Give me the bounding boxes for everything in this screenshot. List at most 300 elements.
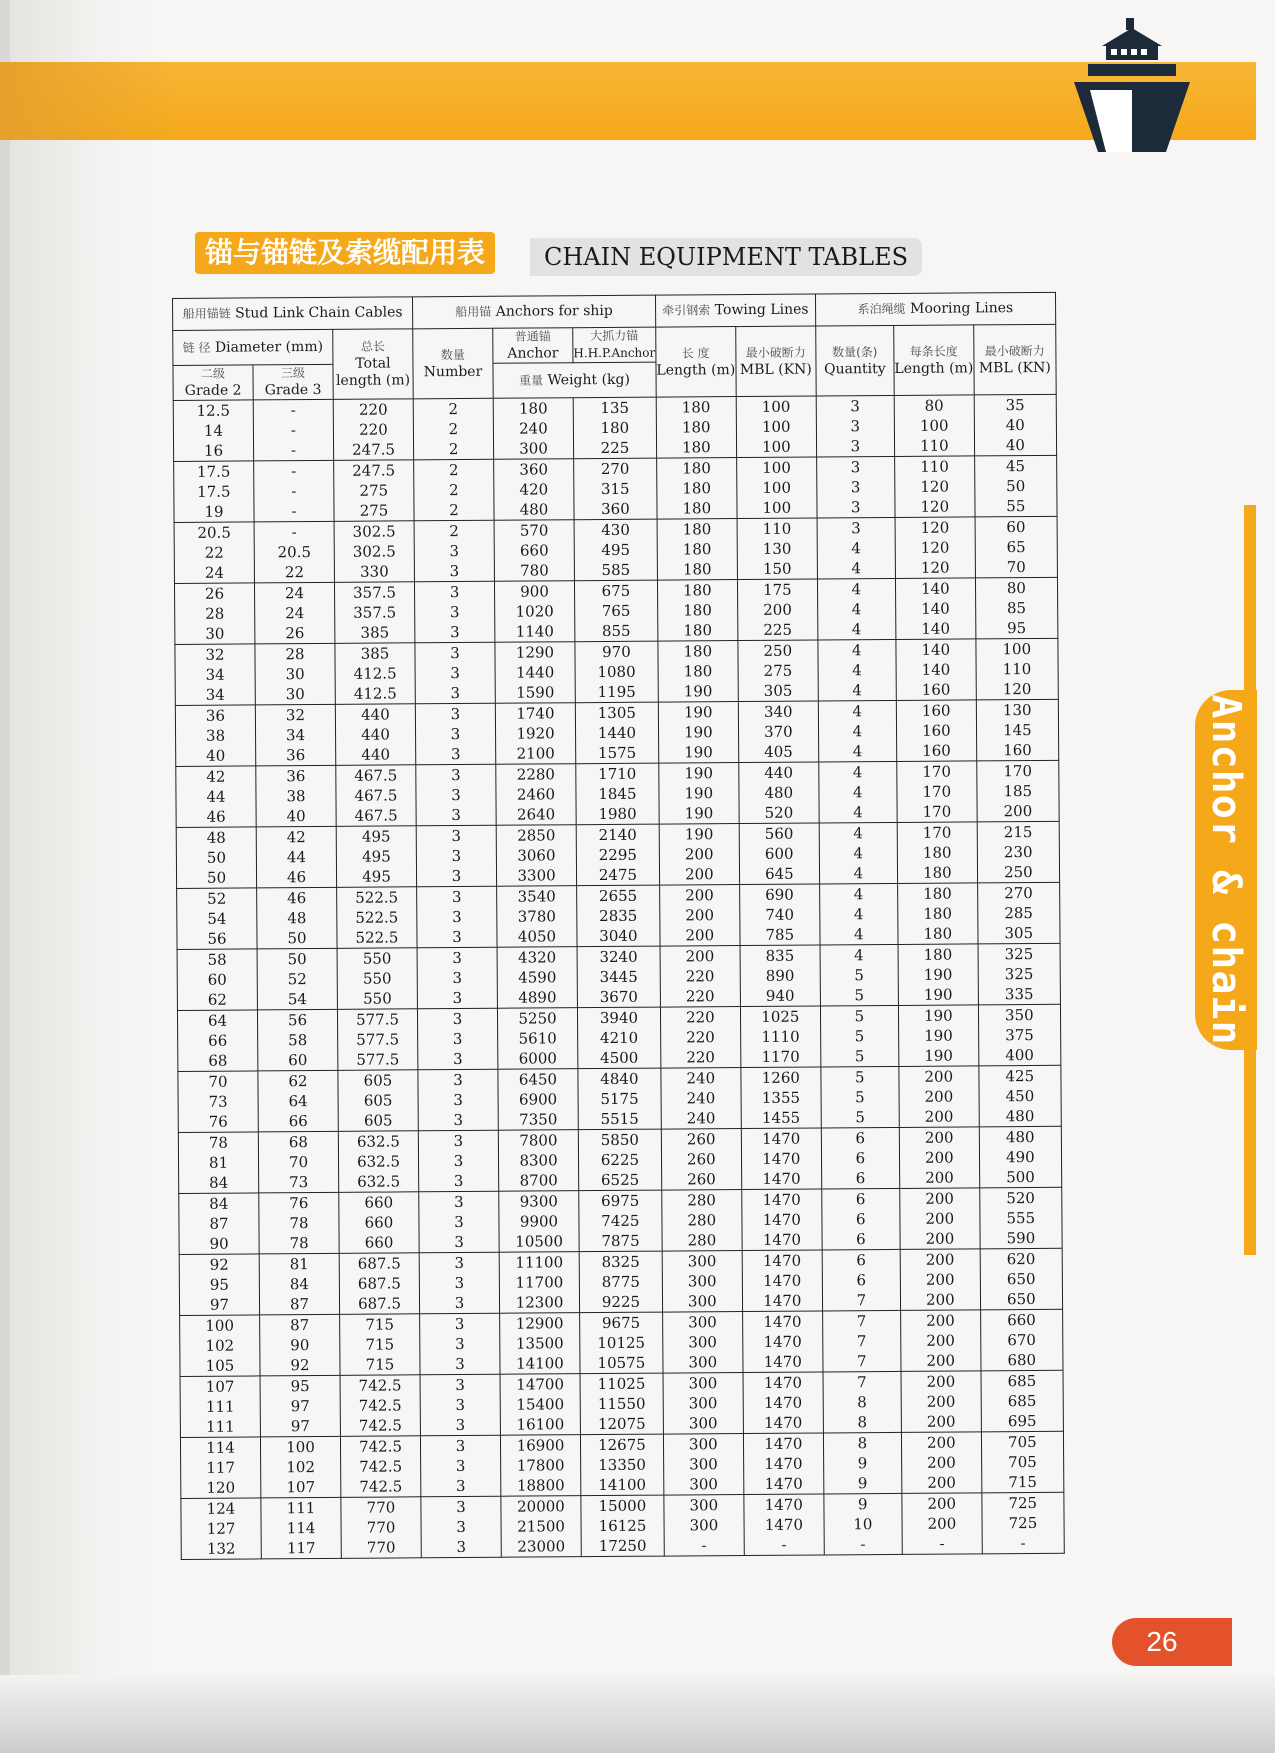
table-cell: [662, 1190, 742, 1252]
cell-value: 200: [925, 1209, 955, 1228]
cell-value: 5: [855, 1108, 865, 1127]
cell-value: 12300: [515, 1293, 564, 1312]
cell-value: 412.5: [353, 664, 397, 683]
table-cell: [663, 1373, 743, 1435]
cell-value: 68: [208, 1051, 228, 1070]
cell-value: 135: [600, 398, 630, 418]
table-cell: [176, 827, 256, 889]
cell-value: 58: [207, 950, 227, 969]
cell-value: 180: [923, 904, 953, 923]
cell-value: 4050: [517, 927, 557, 946]
cell-value: 6975: [601, 1191, 640, 1211]
table-cell: [895, 578, 975, 640]
cell-value: 80: [1006, 579, 1026, 598]
cell-value: 22: [204, 543, 224, 562]
cell-value: 480: [519, 500, 549, 519]
cell-value: 6: [855, 1210, 866, 1229]
cell-value: -: [939, 1534, 945, 1553]
table-cell: [976, 638, 1058, 700]
cell-value: 3040: [599, 926, 638, 946]
table-cell: [336, 765, 416, 827]
table-row-group: [173, 394, 1056, 461]
table-row-group: [180, 1370, 1063, 1437]
cell-value: 6000: [518, 1049, 557, 1068]
table-row-group: [176, 821, 1059, 888]
cell-value: 36: [286, 767, 306, 786]
cell-value: 270: [1004, 884, 1033, 903]
cell-value: 11025: [597, 1374, 646, 1394]
cell-value: 550: [363, 989, 392, 1008]
cell-value: 35: [1005, 396, 1025, 415]
cell-value: 1170: [761, 1047, 800, 1066]
cell-value: 60: [288, 1051, 308, 1070]
cell-value: 180: [681, 438, 711, 457]
cell-value: 555: [1006, 1208, 1036, 1228]
cell-value: 375: [1005, 1026, 1034, 1045]
cell-value: 3: [451, 826, 462, 846]
cell-value: 3: [453, 1171, 464, 1191]
table-cell: [419, 1252, 499, 1314]
cell-value: 5: [854, 1027, 865, 1046]
group-anchors: 船用锚 Anchors for ship: [412, 295, 655, 329]
header-moor-length: 每条长度 Length (m): [894, 325, 974, 396]
cell-value: 715: [1008, 1472, 1037, 1492]
cell-value: 4: [852, 742, 863, 761]
cell-value: 76: [208, 1112, 228, 1131]
page-number-tab: [1112, 1618, 1232, 1666]
table-cell: [659, 763, 739, 825]
cell-value: 1575: [597, 743, 637, 763]
table-cell: [174, 583, 254, 645]
cell-value: 52: [287, 970, 307, 989]
cell-value: 8300: [519, 1151, 558, 1170]
cell-value: 3670: [599, 987, 638, 1007]
cell-value: 81: [289, 1255, 309, 1274]
cell-value: 170: [922, 802, 952, 821]
cell-value: 3: [454, 1334, 465, 1354]
cell-value: 495: [601, 540, 631, 560]
cell-value: 5175: [600, 1089, 639, 1109]
cell-value: 200: [684, 845, 714, 864]
cell-value: 110: [1002, 660, 1032, 679]
table-cell: [498, 1130, 578, 1192]
cell-value: 200: [685, 886, 714, 905]
cell-value: 3060: [517, 846, 556, 865]
cell-value: 170: [1003, 762, 1033, 781]
cell-value: 190: [683, 723, 713, 742]
cell-value: 522.5: [355, 888, 399, 907]
cell-value: 9300: [519, 1192, 558, 1211]
cell-value: 7: [856, 1291, 867, 1310]
cell-value: 405: [764, 742, 793, 761]
table-cell: [900, 1310, 980, 1372]
cell-value: 940: [765, 986, 795, 1005]
table-cell: [174, 522, 254, 584]
cell-value: 890: [765, 966, 795, 985]
cell-value: 76: [289, 1194, 309, 1213]
cell-value: 20000: [517, 1497, 565, 1516]
cell-value: 3: [454, 1273, 465, 1293]
cell-value: 8: [857, 1434, 868, 1453]
cell-value: 605: [363, 1071, 393, 1090]
table-cell: [420, 1374, 500, 1436]
table-cell: [256, 826, 336, 888]
cell-value: 3: [455, 1395, 466, 1415]
cell-value: 46: [206, 807, 226, 826]
cell-value: 300: [689, 1455, 718, 1474]
table-cell: [420, 1313, 500, 1375]
cell-value: 3: [450, 744, 461, 764]
cell-value: 185: [1003, 782, 1033, 801]
cell-value: 65: [1006, 538, 1026, 557]
cell-value: 32: [205, 645, 225, 664]
cell-value: 260: [686, 1150, 716, 1169]
cell-value: 4: [851, 539, 861, 558]
cell-value: 3: [449, 603, 460, 622]
table-cell: [580, 1434, 663, 1496]
cell-value: 13350: [598, 1455, 646, 1475]
cell-value: 11550: [597, 1394, 646, 1414]
table-cell: [741, 1128, 821, 1190]
cell-value: 16: [203, 441, 224, 460]
cell-value: 190: [684, 804, 714, 823]
cell-value: 12900: [515, 1314, 564, 1333]
cell-value: 120: [920, 477, 950, 496]
cell-value: 46: [286, 868, 307, 887]
cell-value: 7800: [519, 1131, 558, 1150]
cell-value: 73: [208, 1092, 228, 1111]
table-cell: [413, 398, 493, 460]
table-cell: [336, 826, 416, 888]
table-cell: [495, 642, 575, 704]
cell-value: 45: [1005, 457, 1026, 476]
table-cell: [818, 700, 896, 762]
table-cell: [823, 1432, 901, 1494]
table-cell: [340, 1375, 420, 1437]
cell-value: 18800: [516, 1476, 565, 1495]
cell-value: 100: [205, 1316, 235, 1335]
cell-value: 3: [850, 437, 861, 456]
cell-value: 3: [453, 1110, 464, 1130]
cell-value: 715: [365, 1355, 395, 1374]
cell-value: 145: [1002, 721, 1032, 740]
cell-value: 107: [286, 1478, 316, 1497]
cell-value: 522.5: [355, 908, 399, 927]
cell-value: 2280: [516, 765, 555, 784]
cell-value: 220: [358, 400, 388, 419]
cell-value: 124: [206, 1499, 236, 1518]
header-grade3: 三级 Grade 3: [253, 364, 333, 400]
table-cell: [820, 1005, 898, 1067]
table-cell: [177, 1010, 257, 1072]
cell-value: 160: [921, 701, 951, 720]
cell-value: 2460: [516, 785, 556, 804]
cell-value: 632.5: [356, 1132, 400, 1151]
cell-value: 190: [683, 703, 713, 722]
cell-value: 3: [455, 1415, 466, 1435]
cell-value: 132: [206, 1539, 236, 1558]
cell-value: 1845: [598, 784, 637, 804]
cell-value: 200: [927, 1514, 957, 1533]
cell-value: 200: [926, 1351, 956, 1370]
cell-value: 3: [451, 805, 461, 825]
cell-value: 725: [1008, 1493, 1038, 1513]
cell-value: 21500: [517, 1517, 566, 1536]
cell-value: 3445: [599, 967, 638, 987]
cell-value: 440: [361, 745, 391, 764]
table-cell: [974, 455, 1056, 517]
cell-value: 742.5: [358, 1376, 402, 1395]
cell-value: 6: [856, 1271, 867, 1290]
cell-value: 200: [925, 1168, 954, 1187]
table-cell: [180, 1376, 260, 1438]
table-cell: [742, 1311, 822, 1373]
cell-value: 120: [920, 518, 950, 537]
table-cell: [574, 458, 657, 520]
cell-value: 3: [453, 1192, 464, 1212]
table-cell: [896, 700, 976, 762]
table-cell: [258, 1131, 338, 1193]
cell-value: 200: [925, 1250, 955, 1269]
cell-value: 44: [206, 787, 226, 806]
cell-value: 180: [683, 642, 713, 661]
cell-value: 140: [921, 640, 951, 659]
cell-value: 240: [519, 419, 548, 438]
cell-value: 1195: [597, 682, 636, 702]
table-cell: [899, 1066, 979, 1128]
cell-value: 10: [853, 1515, 873, 1534]
cell-value: 1470: [764, 1413, 803, 1432]
cell-value: 480: [1005, 1127, 1035, 1147]
cell-value: 450: [1005, 1087, 1035, 1106]
cell-value: 92: [290, 1356, 310, 1375]
cell-value: 50: [206, 848, 227, 867]
table-cell: [501, 1496, 581, 1558]
cell-value: 97: [290, 1397, 310, 1416]
table-row-group: [175, 638, 1058, 705]
table-cell: [179, 1193, 259, 1255]
cell-value: 8: [857, 1413, 868, 1432]
cell-value: 70: [208, 1072, 228, 1091]
cell-value: 3: [454, 1314, 465, 1334]
cell-value: 385: [360, 623, 390, 642]
cell-value: 742.5: [359, 1457, 403, 1476]
table-cell: [738, 640, 818, 702]
cell-value: 160: [921, 680, 951, 699]
cell-value: 17250: [598, 1536, 647, 1556]
chain-equipment-table: [172, 292, 1065, 1560]
cell-value: 3: [450, 644, 460, 663]
header-moor-mbl: 最小破断力 MBL (KN): [974, 324, 1056, 395]
table-cell: [257, 948, 337, 1010]
cell-value: 19: [204, 502, 224, 521]
cell-value: 300: [687, 1272, 717, 1291]
table-cell: [662, 1251, 742, 1313]
table-cell: [418, 1130, 498, 1192]
cell-value: 114: [286, 1519, 316, 1538]
cell-value: 54: [207, 909, 227, 928]
cell-value: 100: [919, 416, 949, 435]
table-cell: [173, 400, 253, 462]
cell-value: 3: [451, 785, 461, 805]
cell-value: 350: [1004, 1006, 1034, 1025]
cell-value: 13500: [515, 1334, 564, 1353]
page-number: 26: [1146, 1626, 1178, 1657]
cell-value: 180: [682, 479, 712, 498]
cell-value: 114: [206, 1438, 235, 1457]
cell-value: 2100: [516, 744, 555, 763]
cell-value: 1110: [761, 1027, 800, 1046]
cell-value: 6: [856, 1230, 866, 1249]
header-grade2: 二级 Grade 2: [173, 365, 253, 401]
cell-value: 2655: [598, 886, 638, 906]
cell-value: 110: [920, 457, 949, 476]
cell-value: 78: [208, 1133, 229, 1152]
cell-value: 180: [922, 863, 952, 882]
cell-value: 3: [455, 1436, 466, 1456]
cell-value: 78: [289, 1214, 309, 1233]
cell-value: 180: [682, 499, 712, 518]
table-cell: [738, 701, 818, 763]
table-cell: [980, 1187, 1062, 1249]
cell-value: 4: [852, 681, 862, 700]
cell-value: 130: [1002, 701, 1032, 720]
group-towing-lines: 牵引钢索 Towing Lines: [655, 294, 815, 327]
cell-value: 30: [205, 624, 225, 643]
cell-value: 1355: [761, 1088, 801, 1107]
table-cell: [743, 1433, 823, 1495]
table-cell: [977, 882, 1059, 944]
cell-value: 770: [366, 1518, 396, 1537]
cell-value: 87: [209, 1214, 229, 1233]
cell-value: 3: [850, 417, 861, 436]
cell-value: 3: [449, 562, 460, 581]
cell-value: 725: [1008, 1513, 1038, 1533]
table-cell: [658, 702, 738, 764]
cell-value: 24: [285, 604, 305, 623]
cell-value: 300: [688, 1313, 717, 1332]
cell-value: 127: [206, 1519, 236, 1538]
cell-value: 250: [763, 641, 793, 660]
cell-value: 15000: [598, 1496, 647, 1516]
cell-value: 1080: [597, 662, 636, 682]
cell-value: 36: [205, 706, 226, 725]
table-cell: [256, 765, 336, 827]
cell-value: 180: [683, 621, 713, 640]
cell-value: 12675: [598, 1435, 646, 1455]
cell-value: 1305: [597, 703, 636, 723]
table-cell: [740, 945, 820, 1007]
table-cell: [416, 825, 496, 887]
cell-value: 300: [689, 1516, 719, 1535]
cell-value: 14100: [598, 1475, 647, 1495]
cell-value: 200: [925, 1290, 955, 1309]
cell-value: 1025: [761, 1007, 800, 1026]
cell-value: -: [860, 1535, 866, 1554]
cell-value: 7425: [601, 1211, 640, 1231]
cell-value: 4: [851, 580, 862, 599]
cell-value: -: [290, 401, 296, 420]
cell-value: 200: [1003, 802, 1033, 821]
cell-value: 220: [686, 1048, 716, 1067]
cell-value: 92: [209, 1255, 229, 1274]
cell-value: 2835: [599, 906, 638, 926]
table-cell: [901, 1371, 981, 1433]
cell-value: 495: [361, 827, 391, 846]
cell-value: 2: [448, 420, 459, 439]
table-cell: [577, 1007, 660, 1069]
table-cell: [974, 394, 1056, 456]
table-cell: [180, 1437, 260, 1499]
cell-value: 62: [288, 1072, 308, 1091]
cell-value: 200: [926, 1433, 956, 1452]
cell-value: 1470: [763, 1352, 802, 1371]
cell-value: 26: [204, 584, 225, 603]
cell-value: 2640: [516, 805, 556, 824]
cell-value: 42: [206, 767, 226, 786]
table-cell: [421, 1496, 501, 1558]
cell-value: 140: [921, 660, 951, 679]
table-row-group: [177, 1004, 1060, 1071]
cell-value: 160: [921, 721, 951, 740]
table-cell: [579, 1190, 662, 1252]
cell-value: 1470: [762, 1129, 801, 1148]
cell-value: 690: [765, 885, 794, 904]
cell-value: 2: [448, 400, 459, 419]
header-tow-mbl: 最小破断力 MBL (KN): [736, 326, 816, 397]
cell-value: 120: [206, 1478, 236, 1497]
cell-value: 360: [519, 460, 549, 479]
table-row-group: [174, 516, 1057, 583]
cell-value: 22: [284, 563, 305, 582]
cell-value: -: [701, 1536, 707, 1555]
cell-value: 3: [452, 1049, 463, 1069]
table-cell: [982, 1492, 1064, 1554]
table-cell: [497, 886, 577, 948]
cell-value: 520: [764, 803, 794, 822]
cell-value: 1440: [597, 723, 637, 743]
cell-value: 73: [289, 1173, 309, 1192]
cell-value: 200: [925, 1229, 955, 1248]
cell-value: 9: [857, 1495, 868, 1514]
cell-value: 715: [365, 1315, 395, 1334]
cell-value: 50: [287, 929, 307, 948]
cell-value: 62: [207, 990, 228, 1009]
section-side-label: Anchor & chain: [1203, 694, 1249, 1046]
cell-value: 200: [924, 1148, 954, 1167]
cell-value: 42: [286, 828, 306, 847]
cell-value: 3: [450, 724, 461, 744]
cell-value: 180: [683, 662, 713, 681]
cell-value: 632.5: [356, 1152, 401, 1171]
table-row-group: [178, 1126, 1061, 1193]
cell-value: 50: [1006, 477, 1026, 496]
cell-value: 180: [682, 581, 712, 600]
cell-value: 4: [852, 722, 863, 741]
table-cell: [494, 581, 574, 643]
table-cell: [576, 763, 659, 825]
cell-value: 650: [1006, 1269, 1036, 1289]
table-cell: [656, 458, 736, 520]
cell-value: 190: [923, 1006, 953, 1025]
cell-value: 2295: [598, 845, 637, 865]
book-binding: [0, 0, 10, 1753]
cell-value: 20.5: [197, 523, 231, 542]
cell-value: 360: [601, 499, 630, 519]
cell-value: 95: [209, 1275, 229, 1294]
cell-value: 302.5: [352, 522, 396, 541]
cell-value: 140: [921, 619, 951, 638]
